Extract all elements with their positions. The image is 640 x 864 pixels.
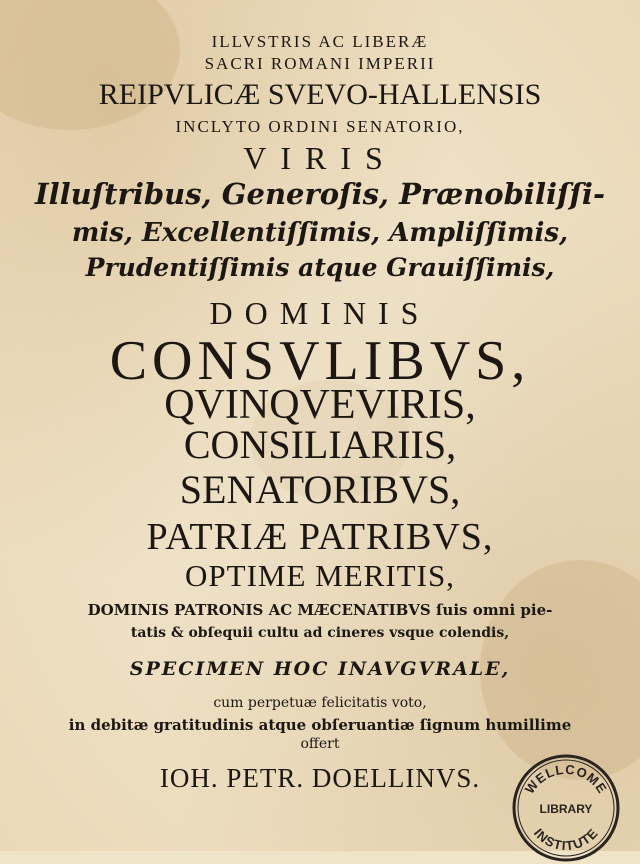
dedication-line-optime: OPTIME MERITIS, <box>185 558 455 593</box>
dedication-line-7: mis, Excellentiſſimis, Ampliſſimis, <box>71 218 569 248</box>
dedication-line-20: in debitæ gratitudinis atque obſeruantiæ ſignum humillime <box>68 716 572 734</box>
stamp-middle-text: LIBRARY <box>539 802 593 816</box>
dedication-line-offert: offert <box>300 736 340 752</box>
dedication-line-consiliariis: CONSILIARIIS, <box>183 422 457 467</box>
dedication-line-quinqueviris: QVINQVEVIRIS, <box>164 382 476 428</box>
dedication-line-viris: VIRIS <box>243 140 397 176</box>
dedication-line-dominis: DOMINIS <box>209 295 431 331</box>
dedication-line-16: DOMINIS PATRONIS AC MÆCENATIBVS ſuis omni pie- <box>87 601 553 619</box>
author-name: IOH. PETR. DOELLINVS. <box>159 763 481 793</box>
dedication-line-19: cum perpetuæ felicitatis voto, <box>213 695 427 711</box>
specimen-line: SPECIMEN HOC INAVGVRALE, <box>129 658 511 680</box>
dedication-line-1: ILLVSTRIS AC LIBERÆ <box>211 32 429 51</box>
dedication-line-senatoribus: SENATORIBVS, <box>179 467 461 512</box>
dedication-line-3: REIPVLICÆ SVEVO-HALLENSIS <box>98 78 542 111</box>
stamp-bottom-text: INSTITUTE <box>530 825 602 854</box>
dedication-line-2: SACRI ROMANI IMPERII <box>204 54 436 73</box>
library-stamp <box>510 752 622 864</box>
dedication-line-4: INCLYTO ORDINI SENATORIO, <box>175 117 465 136</box>
dedication-line-8: Prudentiſſimis atque Grauiſſimis, <box>85 253 555 282</box>
dedication-line-6: Illuſtribus, Generoſis, Prænobiliſſi- <box>35 177 605 211</box>
dedication-line-17: tatis & obſequii cultu ad cineres vsque colendis, <box>130 625 510 641</box>
dedication-line-consulibus: CONSVLIBVS, <box>109 330 531 392</box>
dedication-line-patriae: PATRIÆ PATRIBVS, <box>146 516 494 558</box>
stamp-top-text: WELLCOME <box>521 761 611 797</box>
